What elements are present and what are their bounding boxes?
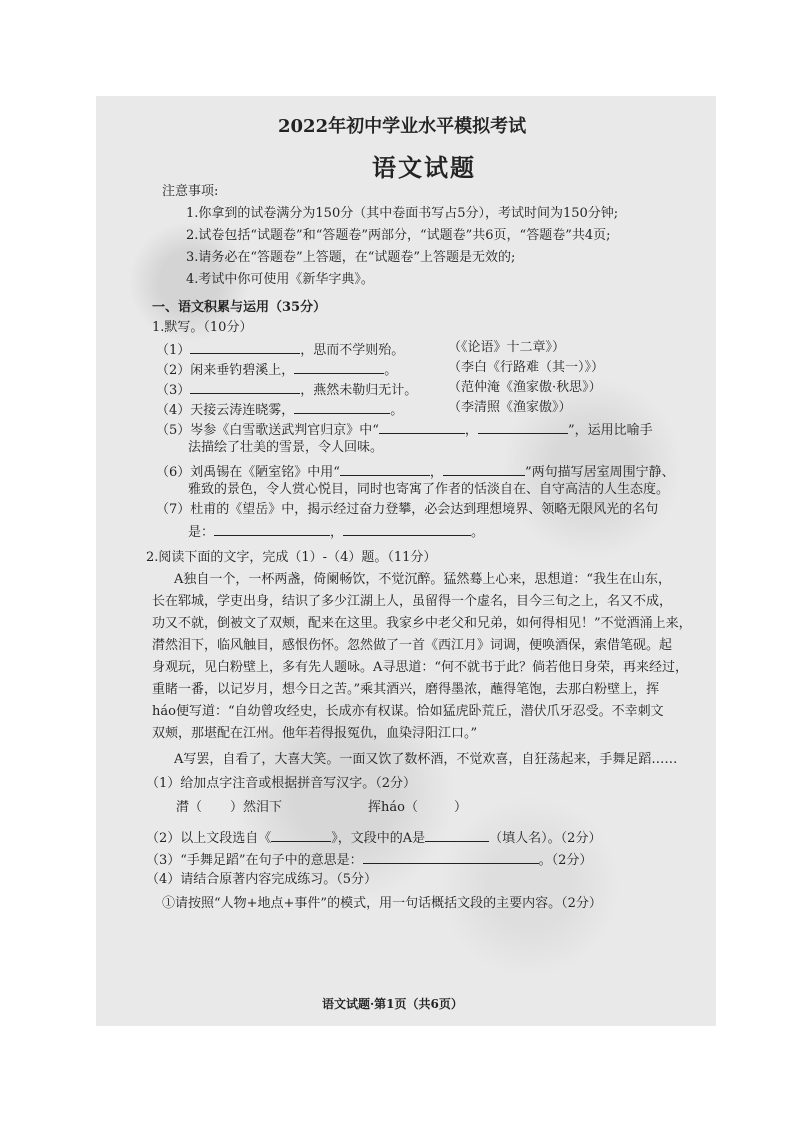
q1-item-3: （3） ，燕然未勒归无计。 [156,380,417,399]
passage-line: háo便写道：“自幼曾攻经史，长成亦有权谋。恰如猛虎卧荒丘，潜伏爪牙忍受。不幸刺文 [152,704,664,719]
passage-line: 双颊，那堪配在江州。他年若得报冤仇，血染浔阳江口。” [152,726,478,741]
sub-question-1-answer-a[interactable]: 潸（ ）然泪下 [176,800,283,815]
answer-blank[interactable] [190,380,300,394]
sub-question-4: （4）请结合原著内容完成练习。（5分） [146,872,378,887]
notice-item: 1.你拿到的试卷满分为150分（其中卷面书写占5分），考试时间为150分钟; [186,206,619,221]
question-heading: 1.默写。（10分） [152,320,253,335]
q1-item-5: （5）岑参《白雪歌送武判官归京》中“ ， ”，运用比喻手 [156,420,653,439]
answer-blank[interactable] [343,522,471,536]
page-footer: 语文试题·第1页（共6页） [322,997,463,1011]
question-heading: 2.阅读下面的文字，完成（1）-（4）题。（11分） [146,550,437,565]
exam-subject-title: 语文试题 [372,153,476,182]
exam-title: 2022年初中学业水平模拟考试 [278,116,527,137]
q1-item-2: （2）闲来垂钓碧溪上， 。 [156,360,397,379]
q1-source-1: （《论语》十二章》） [448,340,566,355]
answer-blank[interactable] [443,462,525,476]
exam-page [96,96,716,1026]
notice-item: 3.请务必在“答题卷”上答题，在“试题卷”上答题是无效的; [186,250,516,265]
passage-line: A写罢，自看了，大喜大笑。一面又饮了数杯酒，不觉欢喜，自狂荡起来，手舞足蹈…… [174,752,678,767]
sub-question-4-part-1: ①请按照“人物+地点+事件”的模式，用一句话概括文段的主要内容。（2分） [162,896,602,911]
answer-blank[interactable] [214,522,330,536]
passage-line: 长在郓城，学吏出身，结识了多少江湖上人，虽留得一个虚名，目今三旬之上，名又不成， [152,594,673,609]
sub-question-3: （3）“手舞足蹈”在句子中的意思是： 。（2分） [146,850,592,869]
answer-blank[interactable] [425,828,489,842]
q1-item-7-cont: 是： ， 。 [188,522,484,541]
sub-question-1-answer-b[interactable]: 挥háo（ ） [368,800,467,815]
answer-blank[interactable] [271,828,331,842]
q1-item-7: （7）杜甫的《望岳》中，揭示经过奋力登攀，必会达到理想境界、领略无限风光的名句 [156,502,659,517]
passage-line: 功又不就，倒被文了双颊，配来在这里。我家乡中老父和兄弟，如何得相见！”不觉酒涌上来， [152,616,692,631]
q1-item-6-cont: 雅致的景色，令人赏心悦目，同时也寄寓了作者的恬淡自在、自守高洁的人生态度。 [188,482,670,497]
q1-item-5-cont: 法描绘了壮美的雪景，令人回味。 [188,440,384,455]
q1-item-4: （4）天接云涛连晓雾， 。 [156,400,403,419]
q1-source-2: （李白《行路难（其一）》） [448,360,605,375]
answer-blank[interactable] [478,420,568,434]
sub-question-2: （2）以上文段选自《 》，文段中的A是 （填人名）。（2分） [146,828,601,847]
passage-line: 潸然泪下，临风触目，感恨伤怀。忽然做了一首《西江月》词调，便唤酒保，索借笔砚。起 [152,638,673,653]
q1-source-4: （李清照《渔家傲》） [448,400,572,415]
sub-question-1: （1）给加点字注音或根据拼音写汉字。（2分） [146,776,417,791]
passage-line: 身观玩，见白粉壁上，多有先人题咏。A寻思道：“何不就书于此？倘若他日身荣，再来经过， [152,660,689,675]
notice-item: 2.试卷包括“试题卷”和“答题卷”两部分，“试题卷”共6页，“答题卷”共4页; [186,228,611,243]
answer-blank[interactable] [190,340,300,354]
answer-blank[interactable] [379,420,465,434]
q1-source-3: （范仲淹《渔家傲·秋思》） [448,380,602,395]
passage-line: 重睹一番，以记岁月，想今日之苦。”乘其酒兴，磨得墨浓，蘸得笔饱，去那白粉壁上，挥 [152,682,660,697]
answer-blank[interactable] [294,400,390,414]
notice-heading: 注意事项: [162,184,219,199]
answer-blank[interactable] [363,850,539,864]
passage-line: A独自一个，一杯两盏，倚阑畅饮，不觉沉醉。猛然蓦上心来，思想道：“我生在山东， [174,572,672,587]
answer-blank[interactable] [340,462,430,476]
answer-blank[interactable] [294,360,384,374]
q1-item-6: （6）刘禹锡在《陋室铭》中用“ ， ”两句描写居室周围宁静、 [156,462,675,481]
notice-item: 4.考试中你可使用《新华字典》。 [186,272,374,287]
section-heading: 一、语文积累与运用（35分） [152,300,327,315]
q1-item-1: （1） ，思而不学则殆。 [156,340,404,359]
